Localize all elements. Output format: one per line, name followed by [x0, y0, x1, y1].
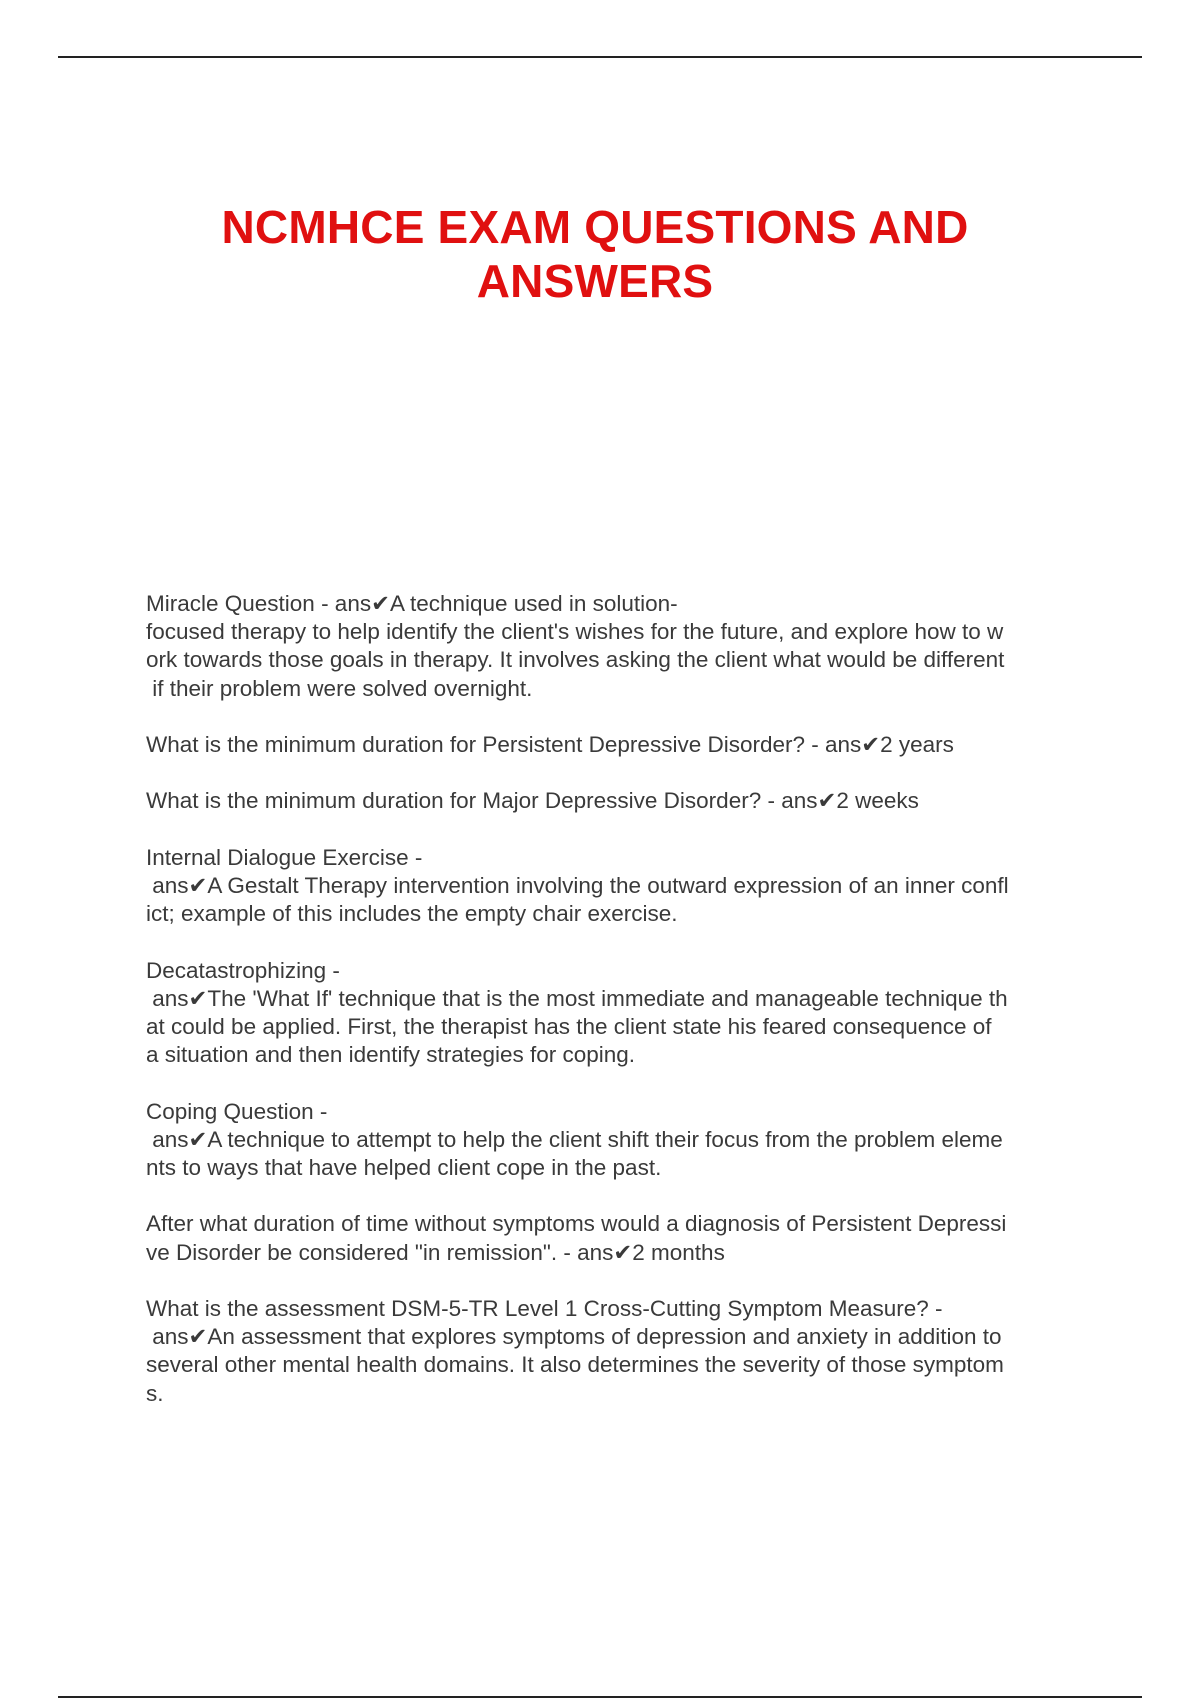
qa-text-line: Miracle Question - ans✔A technique used in solution-: [146, 591, 678, 616]
qa-text-line: several other mental health domains. It also determines the severity of those symptom: [146, 1352, 1004, 1378]
bottom-rule: [58, 1696, 1142, 1698]
qa-text-line: Decatastrophizing -: [146, 957, 340, 983]
qa-text-line: ans✔A Gestalt Therapy intervention involving the outward expression of an inner confl: [146, 872, 1009, 898]
qa-list: [146, 590, 1094, 1436]
qa-text-line: Coping Question -: [146, 1098, 328, 1124]
qa-item: [146, 1210, 1094, 1266]
qa-text-line: What is the minimum duration for Major Depressive Disorder? - ans✔2 weeks: [146, 788, 919, 814]
qa-text-line: a situation and then identify strategies for coping.: [146, 1042, 636, 1068]
qa-text-line: s.: [146, 1380, 164, 1406]
document-title: [150, 200, 1040, 308]
qa-item: [146, 1098, 1094, 1183]
qa-text-line: ans✔The 'What If' technique that is the most immediate and manageable technique th: [146, 985, 1008, 1011]
title-line-1: NCMHCE EXAM QUESTIONS AND: [221, 201, 969, 253]
qa-text-line: ork towards those goals in therapy. It involves asking the client what would be different: [146, 647, 1005, 673]
qa-item: [146, 787, 1094, 815]
title-line-2: ANSWERS: [476, 255, 714, 307]
qa-text-line: nts to ways that have helped client cope in the past.: [146, 1154, 662, 1180]
qa-text-line: ve Disorder be considered "in remission". - ans✔2 months: [146, 1239, 725, 1265]
qa-item: [146, 1295, 1094, 1408]
qa-item: [146, 957, 1094, 1070]
qa-text-line: ict; example of this includes the empty chair exercise.: [146, 901, 678, 927]
qa-item: [146, 731, 1094, 759]
qa-text-line: ans✔An assessment that explores symptoms of depression and anxiety in addition to: [146, 1324, 1002, 1350]
qa-item: [146, 590, 1094, 703]
qa-text-line: What is the assessment DSM-5-TR Level 1 Cross-Cutting Symptom Measure? -: [146, 1295, 943, 1321]
top-rule: [58, 56, 1142, 58]
qa-text-line: if their problem were solved overnight.: [146, 675, 533, 701]
qa-item: [146, 844, 1094, 929]
qa-text-line: focused therapy to help identify the client's wishes for the future, and explore how to w: [146, 619, 1004, 645]
qa-text-line: Internal Dialogue Exercise -: [146, 844, 423, 870]
qa-text-line: at could be applied. First, the therapist has the client state his feared consequence of: [146, 1013, 992, 1039]
qa-text-line: ans✔A technique to attempt to help the client shift their focus from the problem eleme: [146, 1126, 1003, 1152]
qa-text-line: After what duration of time without symptoms would a diagnosis of Persistent Depressi: [146, 1211, 1007, 1237]
qa-text-line: What is the minimum duration for Persistent Depressive Disorder? - ans✔2 years: [146, 732, 954, 757]
